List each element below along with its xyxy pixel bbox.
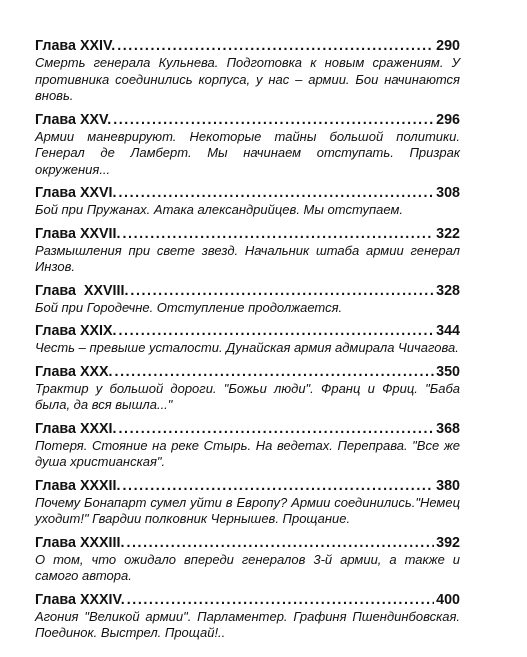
toc-entry [35, 363, 460, 414]
chapter-label: Глава XXVIII. [35, 282, 129, 299]
page-number: 368 [436, 420, 460, 437]
dot-leader [127, 591, 434, 609]
chapter-description: Бой при Городечне. Отступление продолжается. [35, 299, 343, 315]
dot-leader [113, 111, 434, 129]
dot-leader [115, 363, 435, 381]
chapter-label: Глава XXX. [35, 363, 113, 380]
page-number: 350 [436, 363, 460, 380]
page-number: 380 [436, 477, 460, 494]
dot-leader [119, 184, 435, 202]
chapter-heading [35, 37, 460, 55]
page-number: 322 [436, 225, 460, 242]
toc-entry [35, 477, 460, 528]
chapter-description: Почему Бонапарт сумел уйти в Европу? Армии соединились."Немец уходит!" Гвардии полковник Чернышев. Прощание. [35, 494, 460, 526]
chapter-heading [35, 282, 460, 300]
chapter-label: Глава XXVII. [35, 225, 121, 242]
page-number: 344 [436, 323, 460, 339]
dot-leader [130, 282, 434, 300]
toc-entry [35, 591, 460, 642]
chapter-label: Глава XXXIV. [35, 591, 125, 608]
chapter-label: Глава XXXIII. [35, 534, 125, 551]
page-number: 328 [436, 282, 460, 299]
chapter-heading [35, 534, 460, 552]
dot-leader [122, 477, 434, 495]
toc-entry [35, 37, 460, 105]
chapter-heading [35, 477, 460, 495]
chapter-description: Трактир у большой дороги. "Божьи люди". Франц и Фриц. "Баба была, да вся вышла..." [35, 380, 460, 412]
chapter-description: Армии маневрируют. Некоторые тайны большой политики. Генерал де Ламберт. Мы начинаем отступать. Призрак окружения... [35, 128, 460, 177]
chapter-heading [35, 322, 460, 340]
chapter-label: Глава XXXI. [35, 420, 117, 437]
chapter-description: Смерть генерала Кульнева. Подготовка к новым сражениям. У противника соединились корпуса, у нас – армии. Бои начинаются вновь. [35, 55, 460, 103]
chapter-description: Агония "Великой армии". Парламентер. Графиня Пшендинбовская. Поединок. Выстрел. Прощай!.. [35, 608, 460, 640]
page-number: 392 [436, 534, 460, 551]
dot-leader [117, 37, 434, 55]
chapter-heading [35, 420, 460, 438]
chapter-description: Честь – превыше усталости. Дунайская армия адмирала Чичагова. [35, 340, 459, 355]
page-number: 400 [436, 591, 460, 608]
chapter-heading [35, 111, 460, 129]
chapter-label: Глава XXV. [35, 111, 112, 128]
chapter-description: О том, что ожидало впереди генералов 3-й армии, а также и самого автора. [35, 551, 460, 583]
chapter-description: Потеря. Стояние на реке Стырь. На ведетах. Переправа. "Все же душа христианская". [35, 437, 460, 469]
toc-entry [35, 184, 460, 219]
toc-entry [35, 225, 460, 276]
chapter-label: Глава XXVI. [35, 185, 117, 201]
toc-entry [35, 282, 460, 317]
toc-entry [35, 534, 460, 585]
chapter-label: Глава XXIV. [35, 38, 116, 54]
toc-entry [35, 420, 460, 471]
toc-entry [35, 322, 460, 357]
dot-leader [122, 225, 434, 243]
chapter-description: Бой при Пружанах. Атака александрийцев. Мы отступаем. [35, 202, 403, 217]
dot-leader [119, 420, 435, 438]
chapter-description: Размышления при свете звезд. Начальник штаба армии генерал Инзов. [35, 242, 460, 274]
page-number: 296 [436, 111, 460, 128]
chapter-heading [35, 225, 460, 243]
chapter-heading [35, 363, 460, 381]
toc-entry [35, 111, 460, 179]
table-of-contents [35, 37, 460, 648]
page-number: 290 [436, 38, 460, 54]
chapter-heading [35, 591, 460, 609]
chapter-heading [35, 184, 460, 202]
chapter-label: Глава XXXII. [35, 477, 121, 494]
page-number: 308 [436, 185, 460, 201]
dot-leader [119, 322, 435, 340]
chapter-label: Глава XXIX. [35, 323, 117, 339]
dot-leader [126, 534, 434, 552]
